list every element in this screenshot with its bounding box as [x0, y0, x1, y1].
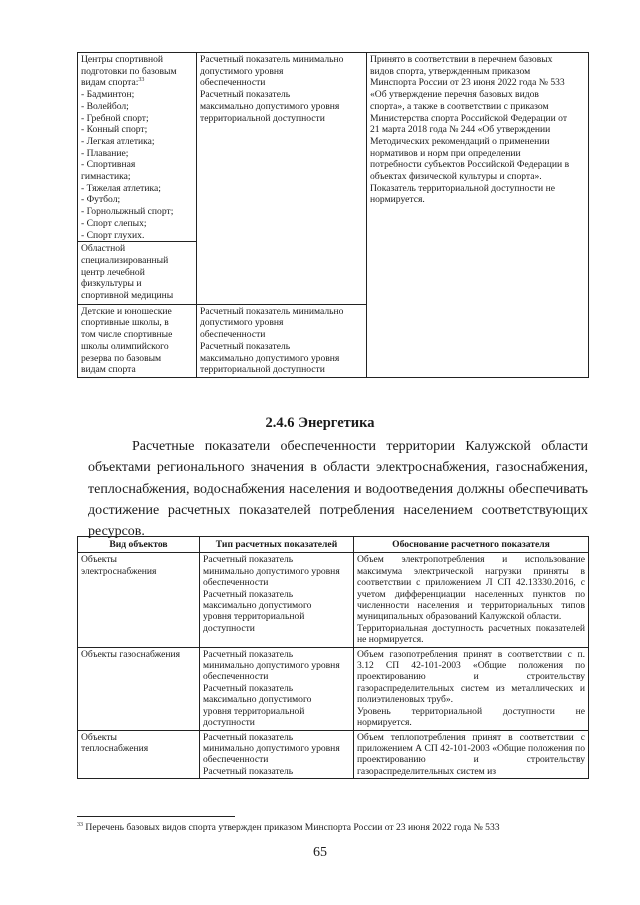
- cell-line: физкультуры и: [81, 278, 142, 290]
- facility-type-cell: [78, 53, 197, 305]
- cell-line: Показатель территориальной доступности не: [370, 182, 555, 194]
- cell-line: Центры спортивной: [81, 54, 164, 65]
- cell-line: «Об утверждение перечня базовых видов: [370, 89, 539, 101]
- cell-line: уровня территориальной: [203, 611, 305, 623]
- cell-line: Министерства спорта Российской Федерации от: [370, 112, 568, 124]
- footnote-mark: 33: [138, 77, 145, 84]
- cell-line: территориальной доступности: [200, 364, 325, 376]
- cell-line: обеспеченности: [200, 329, 266, 341]
- cell-line: объектах физической культуры и спорта».: [370, 171, 542, 183]
- cell-line: Областной: [81, 243, 126, 255]
- cell-line: специализированный: [81, 254, 169, 266]
- cell-line: гимнастика;: [81, 171, 131, 183]
- justification-cell: [354, 553, 589, 647]
- column-header: Тип расчетных показателей: [200, 537, 354, 553]
- justification-text: Уровень территориальной доступности не нормируется.: [357, 705, 585, 729]
- justification-cell: [367, 53, 589, 378]
- indicator-type-cell: [200, 730, 354, 779]
- cell-line: Расчетный показатель: [203, 731, 294, 743]
- justification-cell: [354, 730, 589, 779]
- cell-line: Минспорта России от 23 июня 2022 года № 533: [370, 77, 565, 89]
- cell-line: Расчетный показатель: [203, 682, 294, 694]
- cell-line: Объекты газоснабжения: [81, 648, 181, 660]
- cell-line: территориальной доступности: [200, 112, 325, 124]
- cell-line: видам спорта: [81, 364, 136, 376]
- medical-center-label: [78, 241, 196, 303]
- cell-line: минимально допустимого уровня: [203, 660, 340, 672]
- cell-line: видам спорта:$^{33}$: [81, 77, 145, 89]
- sports-facilities-table: [77, 52, 589, 378]
- justification-text: Объем электропотребления и использование максимума электрической нагрузки приняты в соответствии с приложением Л СП 42.13330.2016, с учетом дифференциации населенных пунктов по численности населения и территориальных типов муниципальных образований Калужской области.: [357, 554, 585, 623]
- indicator-type-cell: [200, 647, 354, 730]
- cell-line: - Спорт слепых;: [81, 217, 147, 229]
- cell-line: допустимого уровня: [200, 317, 284, 329]
- cell-line: Расчетный показатель: [200, 89, 291, 101]
- cell-line: - Плавание;: [81, 147, 129, 159]
- page-number: 65: [313, 845, 327, 860]
- cell-line: Принято в соответствии в перечнем базовых: [370, 54, 553, 65]
- energy-table: [77, 536, 589, 779]
- cell-line: школы олимпийского: [81, 340, 169, 352]
- cell-line: спортивные школы, в: [81, 317, 169, 329]
- cell-line: теплоснабжения: [81, 742, 149, 754]
- footnote-text: Перечень базовых видов спорта утвержден приказом Минспорта России от 23 июня 2022 года № 533: [85, 822, 500, 833]
- cell-line: Расчетный показатель: [203, 554, 294, 566]
- cell-line: спорта», а также в соответствии с приказом: [370, 100, 549, 112]
- cell-line: нормативов и норм при определении: [370, 147, 521, 159]
- cell-line: Методических рекомендаций о применении: [370, 135, 550, 147]
- justification-text: Объем теплопотребления принят в соответствии с приложением А СП 42-101-2003 «Общие положения по проектированию и строительству газораспределительных систем из: [357, 731, 585, 777]
- cell-line: Расчетный показатель минимально: [200, 305, 344, 317]
- section-paragraph: [88, 436, 588, 542]
- cell-line: спортивной медицины: [81, 290, 174, 302]
- sports-centers-list: [81, 54, 193, 241]
- cell-line: Расчетный показатель: [203, 648, 294, 660]
- cell-line: Расчетный показатель минимально: [200, 54, 344, 65]
- cell-line: Расчетный показатель: [203, 588, 294, 600]
- cell-line: Расчетный показатель: [200, 340, 291, 352]
- footnote: [77, 822, 597, 833]
- cell-line: - Спорт глухих.: [81, 229, 145, 241]
- indicator-type-cell: [200, 553, 354, 647]
- footnote-divider: [77, 816, 235, 817]
- cell-line: - Конный спорт;: [81, 124, 148, 136]
- cell-line: - Волейбол;: [81, 100, 129, 112]
- footnote-mark: 33: [77, 821, 83, 828]
- table-row: [78, 647, 589, 730]
- cell-line: доступности: [203, 717, 255, 729]
- object-type-cell: [78, 553, 200, 647]
- cell-line: - Тяжелая атлетика;: [81, 182, 161, 194]
- table-row: [78, 553, 589, 647]
- cell-line: подготовки по базовым: [81, 65, 177, 77]
- cell-line: - Спортивная: [81, 159, 136, 171]
- cell-line: Детские и юношеские: [81, 305, 172, 317]
- cell-line: Расчетный показатель: [203, 765, 294, 777]
- cell-line: нормируется.: [370, 194, 425, 206]
- cell-line: минимально допустимого уровня: [203, 565, 340, 577]
- cell-line: доступности: [203, 622, 255, 634]
- cell-line: видов спорта, утвержденным приказом: [370, 65, 531, 77]
- column-header: Обоснование расчетного показателя: [354, 537, 589, 553]
- paragraph-text: Расчетные показатели обеспеченности территории Калужской области объектами регионального значения в области электроснабжения, газоснабжения, теплоснабжения, водоснабжения населения и водоотведения должны обеспечивать достижение расчетных показателей потребления населением соответствующих ресурсов.: [88, 439, 588, 540]
- cell-line: обеспеченности: [200, 77, 266, 89]
- facility-type-cell: [78, 304, 197, 377]
- justification-cell: [354, 647, 589, 730]
- cell-line: - Бадминтон;: [81, 89, 135, 101]
- justification-text: Территориальная доступность расчетных показателей не нормируется.: [357, 622, 585, 646]
- cell-line: уровня территориальной: [203, 705, 305, 717]
- cell-line: - Гребной спорт;: [81, 112, 149, 124]
- object-type-cell: [78, 730, 200, 779]
- cell-line: том числе спортивные: [81, 329, 173, 341]
- cell-line: - Легкая атлетика;: [81, 135, 155, 147]
- justification-text: Объем газопотребления принят в соответствии с п. 3.12 СП 42-101-2003 «Общие положения по проектированию и строительству газораспределительных систем из металлических и полиэтиленовых труб».: [357, 648, 585, 706]
- cell-line: электроснабжения: [81, 565, 157, 577]
- cell-line: - Горнолыжный спорт;: [81, 206, 174, 218]
- section-heading: 2.4.6 Энергетика: [265, 415, 375, 431]
- cell-line: минимально допустимого уровня: [203, 742, 340, 754]
- table-row: [78, 730, 589, 779]
- cell-line: обеспеченности: [203, 754, 269, 766]
- cell-line: резерва по базовым: [81, 352, 162, 364]
- cell-line: максимально допустимого уровня: [200, 352, 340, 364]
- cell-line: допустимого уровня: [200, 65, 284, 77]
- cell-line: максимально допустимого уровня: [200, 100, 340, 112]
- cell-line: потребности субъектов Российской Федерации в: [370, 159, 570, 171]
- indicator-type-cell: [197, 304, 367, 377]
- object-type-cell: [78, 647, 200, 730]
- cell-line: 21 марта 2018 года № 244 «Об утверждении: [370, 124, 551, 136]
- cell-line: максимально допустимого: [203, 600, 312, 612]
- cell-line: обеспеченности: [203, 577, 269, 589]
- table-header-row: [78, 537, 589, 553]
- cell-line: Объекты: [81, 554, 117, 566]
- cell-line: Объекты: [81, 731, 117, 743]
- table-row: [78, 53, 589, 305]
- cell-line: максимально допустимого: [203, 694, 312, 706]
- cell-line: обеспеченности: [203, 671, 269, 683]
- cell-line: - Футбол;: [81, 194, 121, 206]
- indicator-type-cell: [197, 53, 367, 305]
- cell-line: центр лечебной: [81, 266, 145, 278]
- column-header: Вид объектов: [78, 537, 200, 553]
